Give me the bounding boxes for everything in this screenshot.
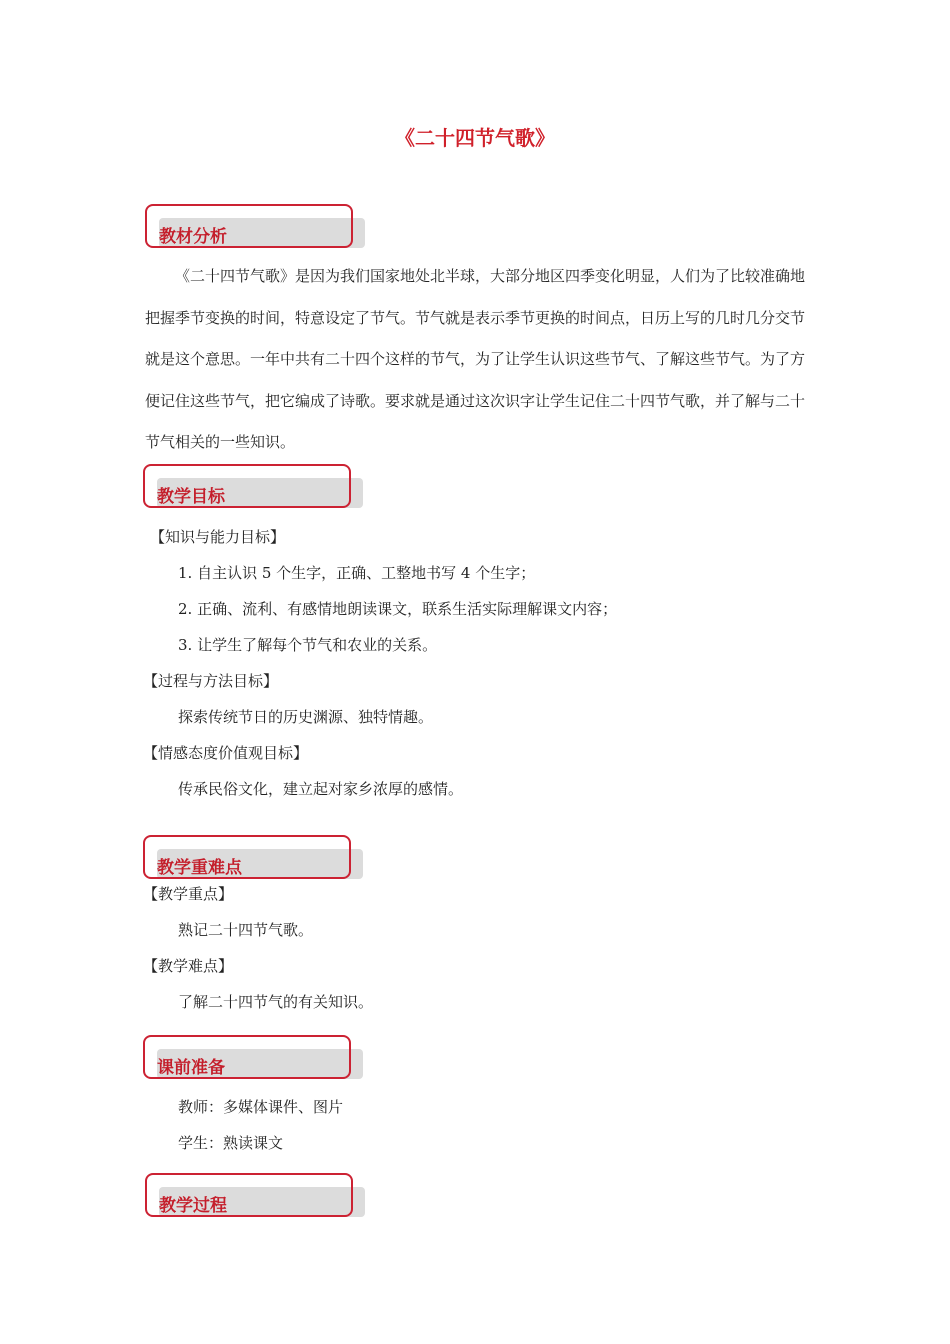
key-point-text: 熟记二十四节气歌。 (178, 921, 314, 939)
section-title-goals: 教学目标 (157, 487, 225, 507)
section-header-goals (143, 464, 365, 512)
section-header-analysis (145, 204, 367, 252)
section-header-process (145, 1173, 367, 1221)
prep-teacher: 教师：多媒体课件、图片 (178, 1098, 344, 1116)
section-title-prep: 课前准备 (157, 1058, 225, 1078)
emotion-goal-heading: 【情感态度价值观目标】 (143, 744, 309, 762)
document-title: 《二十四节气歌》 (395, 126, 555, 150)
section-header-prep (143, 1035, 365, 1083)
difficulty-heading: 【教学难点】 (143, 957, 234, 975)
section-title-process: 教学过程 (159, 1196, 227, 1216)
emotion-goal-text: 传承民俗文化，建立起对家乡浓厚的感情。 (178, 780, 464, 798)
knowledge-goal-item: 3. 让学生了解每个节气和农业的关系。 (178, 636, 438, 654)
section-header-keypoints (143, 835, 365, 883)
key-point-heading: 【教学重点】 (143, 885, 234, 903)
process-goal-text: 探索传统节日的历史渊源、独特情趣。 (178, 708, 434, 726)
process-goal-heading: 【过程与方法目标】 (143, 672, 279, 690)
knowledge-goal-item: 1. 自主认识 5 个生字，正确、工整地书写 4 个生字； (178, 564, 536, 582)
analysis-paragraph: 《二十四节气歌》是因为我们国家地处北半球，大部分地区四季变化明显，人们为了比较准确地把握季节变换的时间，特意设定了节气。节气就是表示季节更换的时间点，日历上写的几时几分交节就是这个意思。一年中共有二十四个这样的节气，为了让学生认识这些节气、了解这些节气。为了方便记住这些节气，把它编成了诗歌。要求就是通过这次识字让学生记住二十四节气歌，并了解与二十节气相关的一些知识。 (145, 267, 806, 452)
knowledge-goal-heading: 【知识与能力目标】 (150, 528, 286, 546)
difficulty-text: 了解二十四节气的有关知识。 (178, 993, 374, 1011)
section-title-keypoints: 教学重难点 (157, 858, 242, 878)
knowledge-goal-item: 2. 正确、流利、有感情地朗读课文，联系生活实际理解课文内容； (178, 600, 618, 618)
prep-student: 学生：熟读课文 (178, 1134, 284, 1152)
section-title-analysis: 教材分析 (159, 227, 227, 247)
